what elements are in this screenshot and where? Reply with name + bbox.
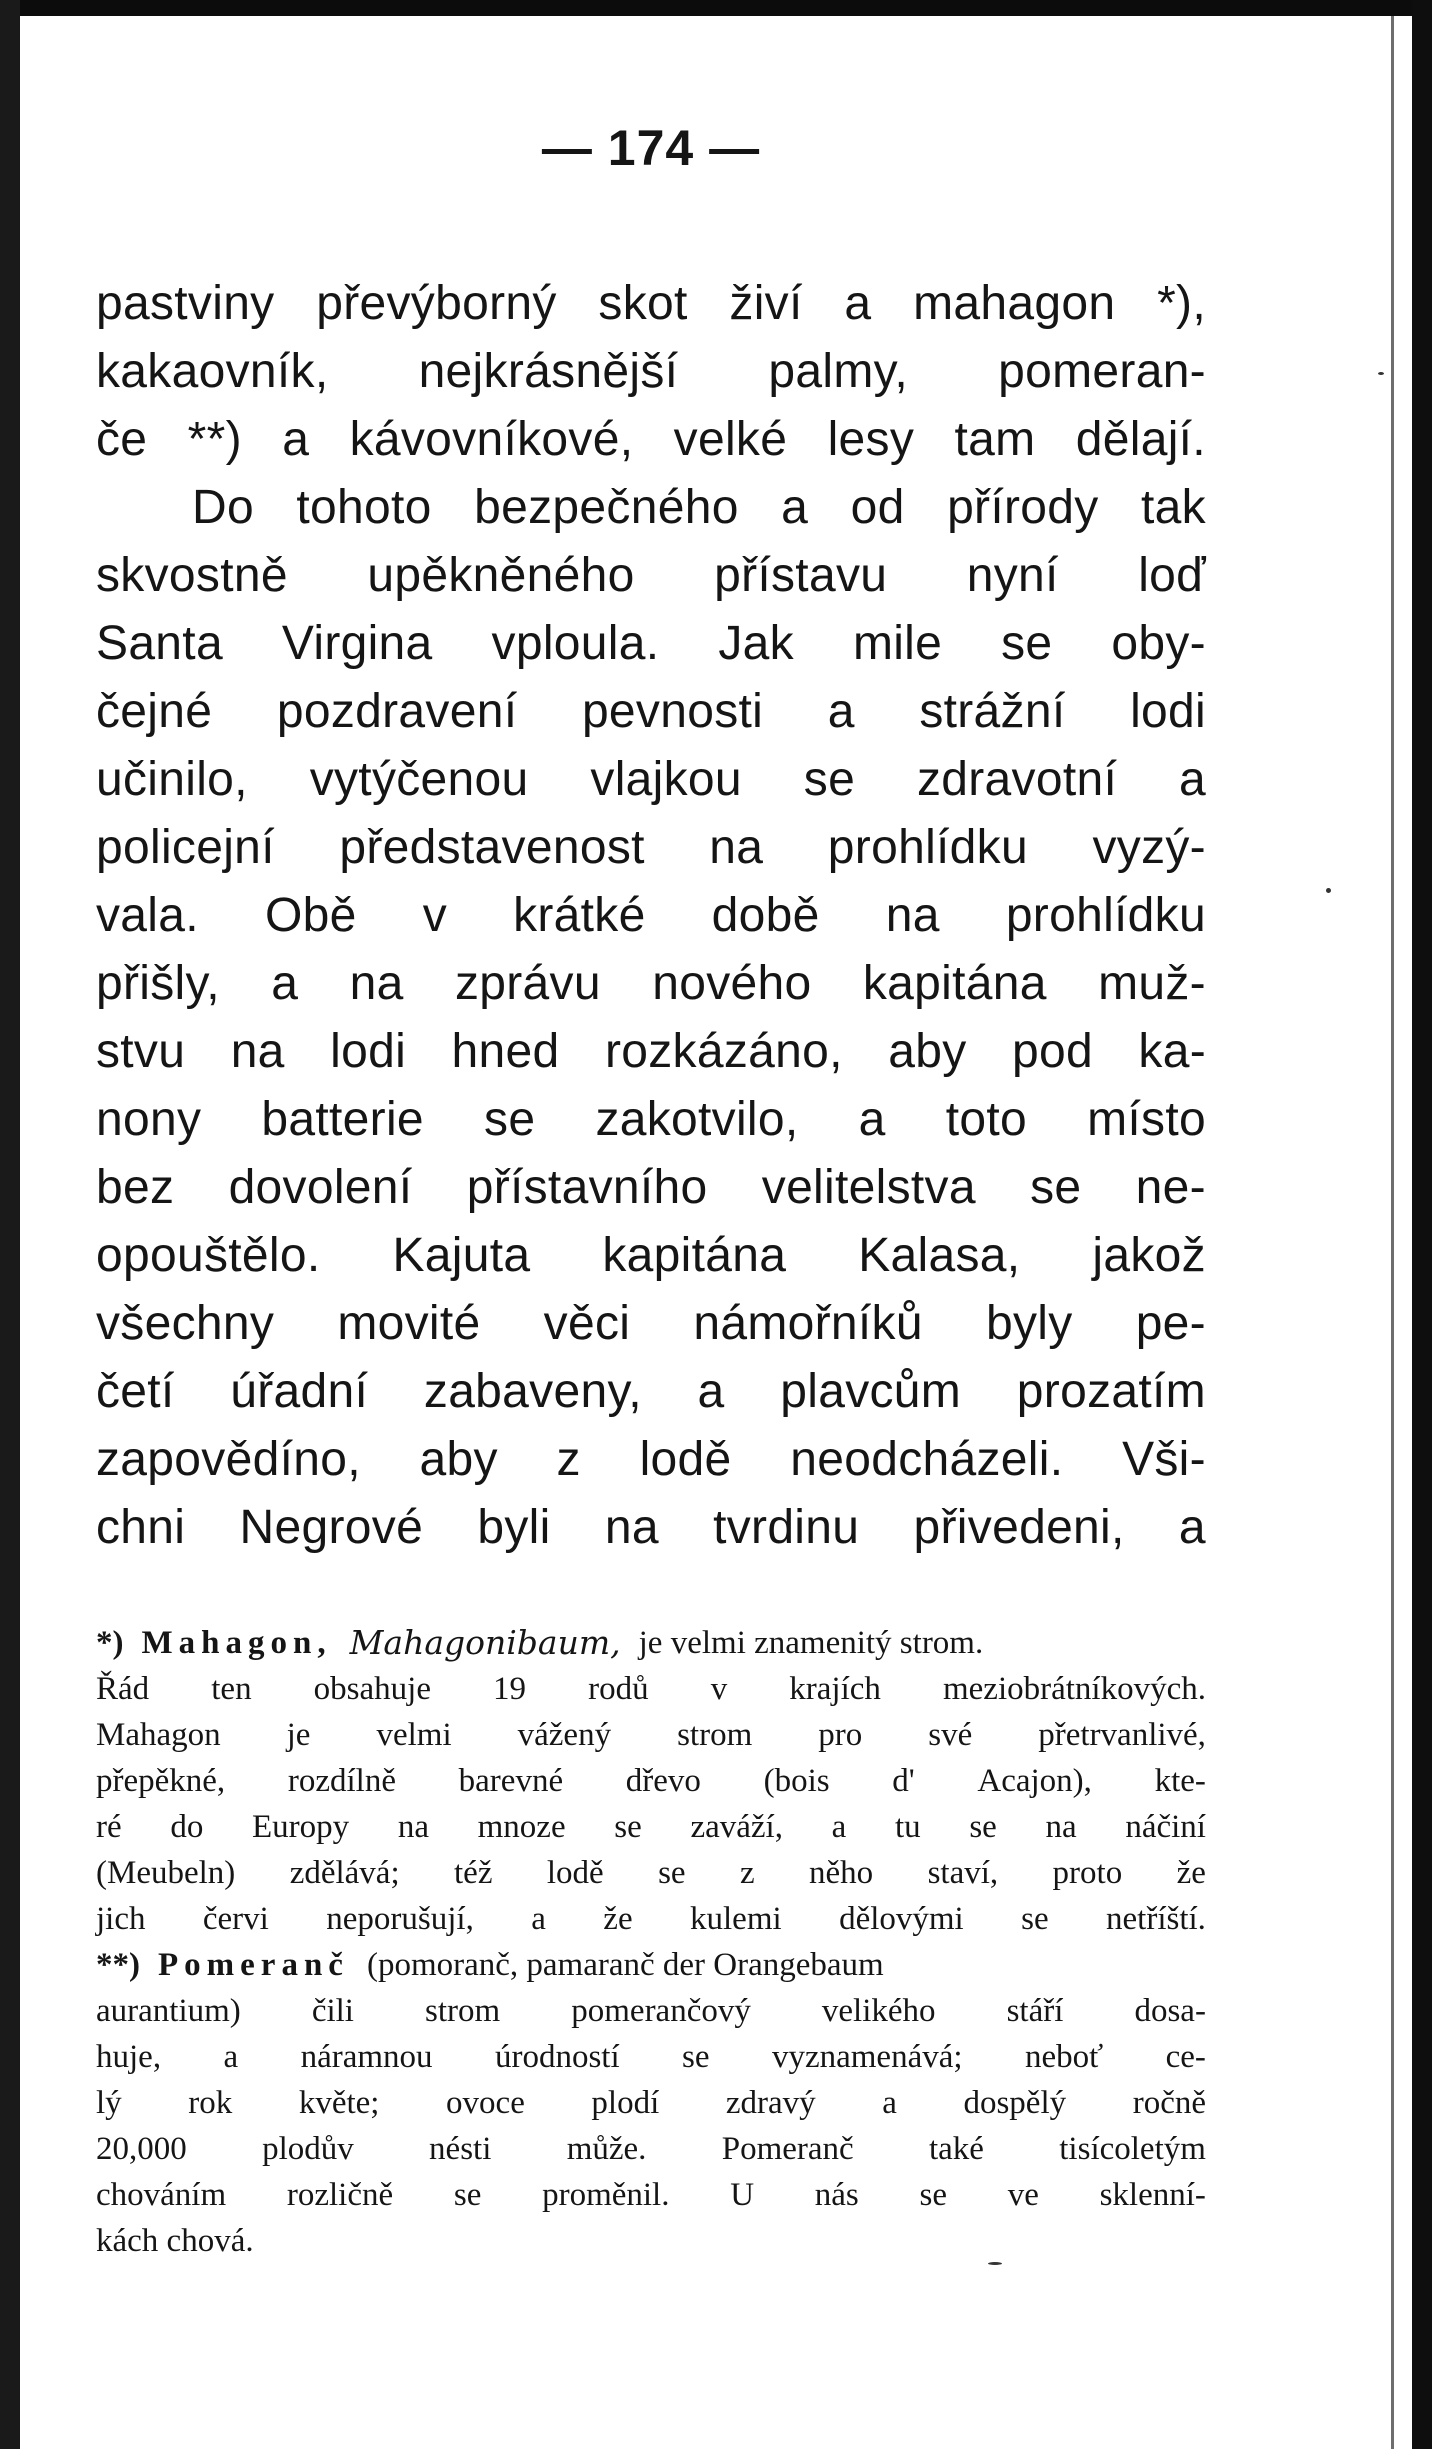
- footnote-1-first-line: [96, 1620, 1206, 1666]
- scan-top-border: [0, 0, 1432, 16]
- footnote-2-first-line-rest: (pomoranč, pamaranč der Orangebaum: [366, 1947, 884, 1983]
- footnote-1-line: přepěkné, rozdílně barevné dřevo (bois d' Acajon), kte-: [96, 1763, 1206, 1799]
- footnote-2-term: Pomeranč: [158, 1947, 349, 1983]
- text-line: Santa Virgina vploula. Jak mile se oby-: [96, 617, 1206, 670]
- footnote-1-first-line-rest: je velmi znamenitý strom.: [638, 1625, 984, 1661]
- main-text: [96, 270, 1206, 1562]
- text-line: chni Negrové byli na tvrdinu přivedeni, a: [96, 1501, 1206, 1554]
- footnote-1-marker: *): [96, 1625, 124, 1661]
- footnote-2-line: chováním rozličně se proměnil. U nás se ve sklenní-: [96, 2177, 1206, 2213]
- footnote-2-marker: **): [96, 1947, 140, 1983]
- text-line: vala. Obě v krátké době na prohlídku: [96, 889, 1206, 942]
- text-line: kakaovník, nejkrásnější palmy, pomeran-: [96, 345, 1206, 398]
- text-line: učinilo, vytýčenou vlajkou se zdravotní a: [96, 753, 1206, 806]
- footnote-1-line: Řád ten obsahuje 19 rodů v krajích meziobrátníkových.: [96, 1671, 1206, 1707]
- text-line: skvostně upěkněného přístavu nyní loď: [96, 549, 1206, 602]
- footnote-1-line: (Meubeln) zdělává; též lodě se z něho staví, proto že: [96, 1855, 1206, 1891]
- footnote-1-line: Mahagon je velmi vážený strom pro své přetrvanlivé,: [96, 1717, 1206, 1753]
- text-line: nony batterie se zakotvilo, a toto místo: [96, 1093, 1206, 1146]
- footnote-2-line: lý rok květe; ovoce plodí zdravý a dospělý ročně: [96, 2085, 1206, 2121]
- footnote-1-german: Mahagonibaum,: [349, 1623, 621, 1662]
- scan-gutter-line: [1391, 16, 1394, 2449]
- scan-left-border: [0, 0, 20, 2449]
- text-line: bez dovolení přístavního velitelstva se ne-: [96, 1161, 1206, 1214]
- footnote-1-line: ré do Europy na mnoze se zaváží, a tu se na náčiní: [96, 1809, 1206, 1845]
- text-line: če **) a kávovníkové, velké lesy tam dělají.: [96, 413, 1206, 466]
- footnotes: [96, 1620, 1206, 2264]
- scan-speck: [1326, 888, 1331, 893]
- scan-right-border: [1412, 0, 1432, 2449]
- text-line: čejné pozdravení pevnosti a strážní lodi: [96, 685, 1206, 738]
- text-line: Do tohoto bezpečného a od přírody tak: [192, 481, 1206, 534]
- text-line: přišly, a na zprávu nového kapitána muž-: [96, 957, 1206, 1010]
- scan-speck: [1378, 372, 1384, 375]
- book-page: [96, 118, 1206, 2264]
- footnote-2-first-line: [96, 1942, 1206, 1988]
- page-number: — 174 —: [541, 120, 761, 176]
- text-line: zapovědíno, aby z lodě neodcházeli. Vši-: [96, 1433, 1206, 1486]
- footnote-2-line: huje, a náramnou úrodností se vyznamenává; neboť ce-: [96, 2039, 1206, 2075]
- text-line: stvu na lodi hned rozkázáno, aby pod ka-: [96, 1025, 1206, 1078]
- text-line: policejní představenost na prohlídku vyzý-: [96, 821, 1206, 874]
- footnote-2-line: aurantium) čili strom pomerančový velikého stáří dosa-: [96, 1993, 1206, 2029]
- text-line: opouštělo. Kajuta kapitána Kalasa, jakož: [96, 1229, 1206, 1282]
- text-line: všechny movité věci námořníků byly pe-: [96, 1297, 1206, 1350]
- footnote-1-term: Mahagon,: [141, 1625, 332, 1661]
- footnote-2-line: kách chová.: [96, 2223, 254, 2259]
- footnote-1-line: jich červi neporušují, a že kulemi dělovými se netříští.: [96, 1901, 1206, 1937]
- text-line: pastviny převýborný skot živí a mahagon *),: [96, 277, 1206, 330]
- footnote-2-line: 20,000 plodův nésti může. Pomeranč také tisícoletým: [96, 2131, 1206, 2167]
- text-line: četí úřadní zabaveny, a plavcům prozatím: [96, 1365, 1206, 1418]
